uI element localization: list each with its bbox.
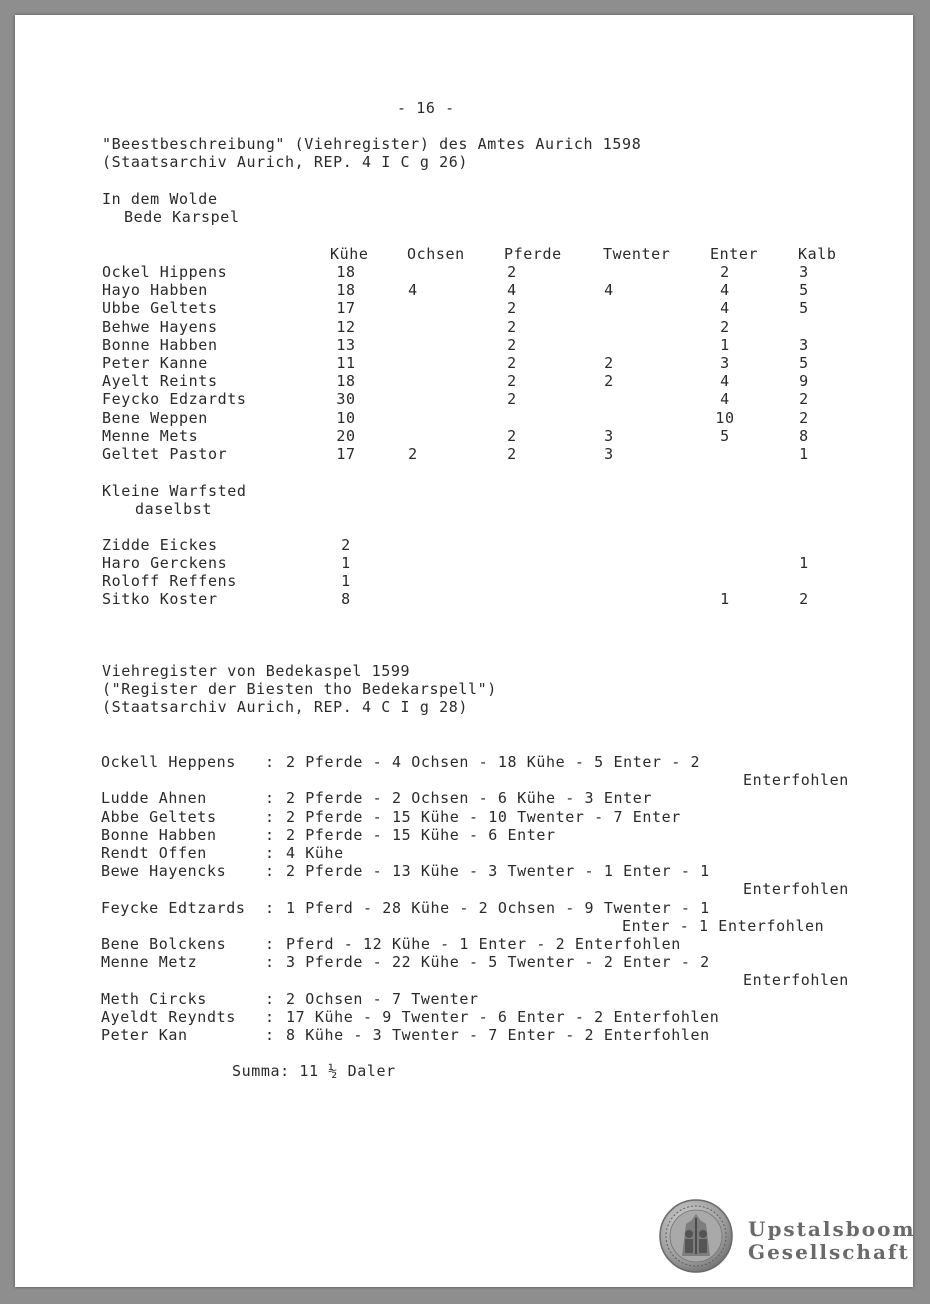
seal-logo: [658, 1198, 734, 1274]
table-row-name: Haro Gerckens: [102, 554, 228, 572]
table-cell: 4: [720, 299, 730, 318]
table-cell: 2: [507, 372, 517, 391]
table-row-name: Menne Mets: [102, 426, 199, 445]
table-row-name: Ockel Hippens: [102, 263, 228, 281]
table-cell: 2: [408, 445, 418, 463]
table-row-name: Behwe Hayens: [102, 317, 218, 336]
logo-line-1: Upstalsboom: [748, 1217, 916, 1241]
table-cell: 1: [720, 590, 730, 608]
section1-subheading: Bede Karspel: [124, 208, 240, 226]
entry-text: 8 Kühe - 3 Twenter - 7 Enter - 2 Enterfohlen: [286, 1026, 710, 1044]
entry-separator: :: [265, 862, 275, 881]
table-cell: 1: [799, 554, 809, 572]
society-logo-text: [748, 1218, 916, 1264]
entry-continuation: Enter - 1 Enterfohlen: [622, 916, 825, 935]
table-cell: 2: [799, 390, 809, 409]
document-page: [15, 15, 916, 1287]
entry-name: Abbe Geltets: [101, 807, 217, 826]
table-row-name: Ubbe Geltets: [102, 299, 218, 318]
table-cell: 1: [799, 445, 809, 463]
summa-line: Summa: 11 ½ Daler: [232, 1062, 396, 1080]
table-cell: 3: [604, 445, 614, 463]
entry-text: 2 Pferde - 15 Kühe - 10 Twenter - 7 Enter: [286, 807, 681, 826]
entry-text: 3 Pferde - 22 Kühe - 5 Twenter - 2 Enter - 2: [286, 953, 710, 972]
entry-separator: :: [265, 807, 275, 826]
table-cell: 4: [720, 372, 730, 391]
entry-text: 2 Pferde - 4 Ochsen - 18 Kühe - 5 Enter - 2: [286, 753, 701, 771]
subsection-heading: Kleine Warfsted: [102, 482, 247, 500]
table-cell: 2: [341, 536, 351, 554]
entry-text: 4 Kühe: [286, 844, 344, 862]
table-cell: 10: [336, 408, 356, 427]
section1-heading: In dem Wolde: [102, 190, 218, 208]
column-header: Pferde: [504, 245, 562, 263]
entry-text: Pferd - 12 Kühe - 1 Enter - 2 Enterfohlen: [286, 935, 681, 953]
subsection-subheading: daselbst: [135, 500, 213, 518]
table-row-name: Sitko Koster: [102, 590, 218, 608]
table-cell: 2: [604, 354, 614, 372]
table-cell: 3: [799, 263, 809, 281]
table-cell: 3: [604, 426, 614, 445]
table-cell: 2: [507, 299, 517, 318]
table-cell: 30: [336, 390, 356, 409]
table-cell: 2: [507, 426, 517, 445]
column-header: Enter: [710, 245, 759, 263]
table-cell: 4: [720, 390, 730, 409]
table-cell: 2: [799, 408, 809, 427]
table-row-name: Hayo Habben: [102, 281, 208, 300]
table-row-name: Zidde Eickes: [102, 536, 218, 554]
table-cell: 3: [720, 354, 730, 372]
entry-name: Peter Kan: [101, 1026, 188, 1044]
table-cell: 18: [336, 281, 356, 300]
table-cell: 2: [507, 335, 517, 354]
table-cell: 13: [336, 335, 356, 354]
table-cell: 18: [336, 372, 356, 391]
entry-continuation: Enterfohlen: [743, 771, 849, 790]
table-cell: 1: [720, 335, 730, 354]
entry-separator: :: [265, 1007, 275, 1026]
entry-separator: :: [265, 989, 275, 1008]
table-cell: 2: [507, 390, 517, 409]
entry-name: Feycke Edtzards: [101, 898, 246, 917]
table-cell: 8: [799, 426, 809, 445]
logo-line-2: Gesellschaft: [748, 1240, 910, 1264]
table-row-name: Feycko Edzardts: [102, 390, 247, 409]
table-cell: 17: [336, 299, 356, 318]
entry-separator: :: [265, 1026, 275, 1044]
table-cell: 2: [507, 263, 517, 281]
section2-title: Viehregister von Bedekaspel 1599: [102, 662, 411, 680]
entry-separator: :: [265, 844, 275, 862]
entry-text: 2 Pferde - 13 Kühe - 3 Twenter - 1 Enter - 1: [286, 862, 710, 881]
table-cell: 4: [604, 281, 614, 300]
table-row-name: Peter Kanne: [102, 354, 208, 372]
entry-name: Meth Circks: [101, 989, 207, 1008]
entry-name: Ludde Ahnen: [101, 789, 207, 808]
table-cell: 1: [341, 554, 351, 572]
column-header: Ochsen: [407, 245, 465, 263]
table-cell: 4: [507, 281, 517, 300]
section1-source: (Staatsarchiv Aurich, REP. 4 I C g 26): [102, 153, 468, 171]
entry-text: 2 Pferde - 2 Ochsen - 6 Kühe - 3 Enter: [286, 789, 652, 808]
table-cell: 5: [799, 354, 809, 372]
entry-separator: :: [265, 898, 275, 917]
table-cell: 20: [336, 426, 356, 445]
entry-separator: :: [265, 753, 275, 771]
table-cell: 5: [799, 299, 809, 318]
table-cell: 9: [799, 372, 809, 391]
table-cell: 2: [799, 590, 809, 608]
entry-name: Bewe Hayencks: [101, 862, 227, 881]
table-cell: 2: [720, 317, 730, 336]
table-cell: 18: [336, 263, 356, 281]
entry-text: 1 Pferd - 28 Kühe - 2 Ochsen - 9 Twenter - 1: [286, 898, 710, 917]
table-cell: 11: [336, 354, 356, 372]
entry-separator: :: [265, 935, 275, 953]
table-cell: 2: [507, 445, 517, 463]
entry-name: Ockell Heppens: [101, 753, 236, 771]
table-cell: 5: [720, 426, 730, 445]
table-row-name: Roloff Reffens: [102, 572, 237, 590]
entry-text: 2 Pferde - 15 Kühe - 6 Enter: [286, 825, 556, 844]
entry-text: 17 Kühe - 9 Twenter - 6 Enter - 2 Enterfohlen: [286, 1007, 720, 1026]
column-header: Twenter: [603, 245, 671, 263]
entry-text: 2 Ochsen - 7 Twenter: [286, 989, 479, 1008]
entry-name: Rendt Offen: [101, 844, 207, 862]
table-cell: 17: [336, 445, 356, 463]
table-cell: 12: [336, 317, 356, 336]
table-cell: 1: [341, 572, 351, 590]
table-cell: 2: [507, 354, 517, 372]
table-row-name: Ayelt Reints: [102, 372, 218, 391]
entry-name: Bene Bolckens: [101, 935, 227, 953]
entry-separator: :: [265, 953, 275, 972]
column-header: Kalb: [798, 245, 837, 263]
table-row-name: Geltet Pastor: [102, 445, 228, 463]
table-cell: 2: [720, 263, 730, 281]
table-row-name: Bonne Habben: [102, 335, 218, 354]
table-cell: 4: [720, 281, 730, 300]
table-cell: 8: [341, 590, 351, 608]
column-header: Kühe: [330, 245, 369, 263]
table-cell: 2: [604, 372, 614, 391]
table-cell: 3: [799, 335, 809, 354]
entry-continuation: Enterfohlen: [743, 971, 849, 990]
entry-name: Ayeldt Reyndts: [101, 1007, 236, 1026]
table-cell: 2: [507, 317, 517, 336]
entry-name: Bonne Habben: [101, 825, 217, 844]
entry-separator: :: [265, 789, 275, 808]
table-cell: 10: [715, 408, 735, 427]
page-number: - 16 -: [397, 99, 455, 117]
section2-subtitle: ("Register der Biesten tho Bedekarspell"): [102, 680, 497, 698]
entry-continuation: Enterfohlen: [743, 880, 849, 899]
table-cell: 4: [408, 281, 418, 300]
section1-title: "Beestbeschreibung" (Viehregister) des Amtes Aurich 1598: [102, 135, 642, 153]
table-cell: 5: [799, 281, 809, 300]
table-row-name: Bene Weppen: [102, 408, 208, 427]
entry-separator: :: [265, 825, 275, 844]
entry-name: Menne Metz: [101, 953, 198, 972]
section2-source: (Staatsarchiv Aurich, REP. 4 C I g 28): [102, 698, 468, 716]
